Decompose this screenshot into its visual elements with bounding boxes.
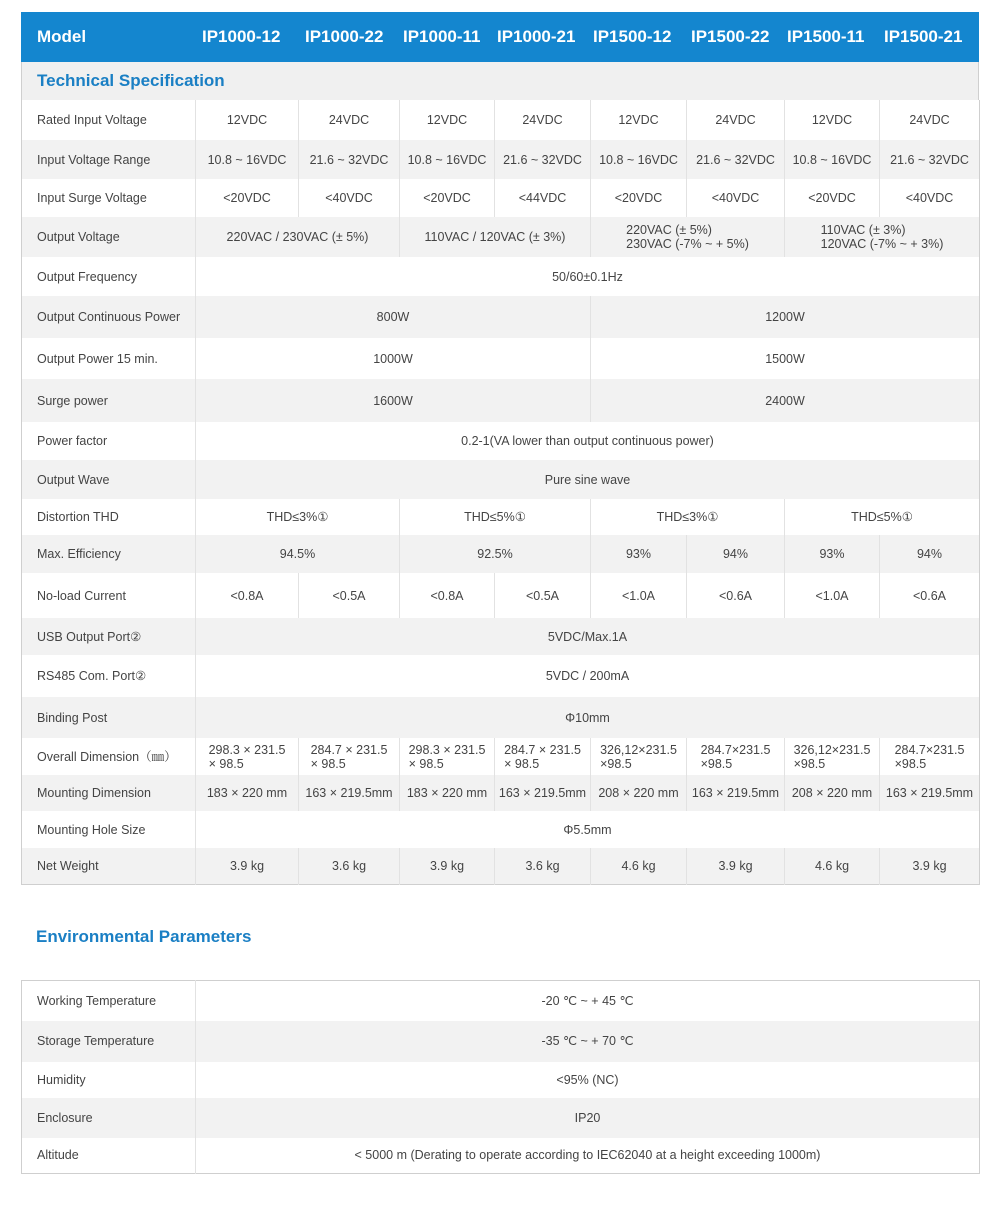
spec-value: 21.6 ~ 32VDC — [503, 152, 582, 167]
spec-value: 50/60±0.1Hz — [552, 269, 623, 284]
spec-label: Output Frequency — [22, 257, 196, 296]
spec-value: <20VDC — [614, 191, 663, 205]
spec-value: 24VDC — [909, 113, 950, 127]
spec-value-cell — [495, 100, 591, 140]
spec-value-cell — [591, 100, 687, 140]
table-row — [22, 460, 980, 499]
spec-value: <44VDC — [518, 191, 567, 205]
spec-value: 3.9 kg — [912, 858, 947, 873]
spec-value-cell — [785, 100, 880, 140]
spec-value: 93% — [819, 547, 845, 561]
spec-value: 4.6 kg — [621, 858, 656, 873]
spec-value: 94.5% — [279, 547, 316, 561]
spec-label: Binding Post — [22, 697, 196, 738]
spec-value: 220VAC (± 5%) — [626, 223, 712, 237]
env-label: Storage Temperature — [22, 1021, 196, 1062]
spec-value: 284.7×231.5 — [894, 742, 965, 757]
spec-value-line2: × 98.5 — [504, 756, 540, 771]
spec-value-cell — [591, 296, 980, 338]
spec-value: 298.3 × 231.5 — [408, 742, 486, 757]
spec-value: 2400W — [765, 393, 805, 408]
spec-value: 220VAC / 230VAC (± 5%) — [226, 230, 369, 244]
spec-value-cell — [591, 775, 687, 811]
spec-label: Mounting Dimension — [22, 775, 196, 811]
spec-value: Φ10mm — [565, 710, 610, 725]
model-name: IP1500-11 — [787, 27, 865, 46]
spec-value: <0.5A — [332, 588, 366, 603]
spec-value: <0.6A — [718, 588, 752, 603]
table-row — [22, 811, 980, 848]
spec-value: 5VDC / 200mA — [545, 669, 630, 683]
spec-value: THD≤3%① — [656, 510, 719, 524]
spec-value-lines — [600, 743, 677, 771]
spec-value: 3.9 kg — [429, 858, 465, 873]
spec-value-cell — [495, 738, 591, 775]
table-row — [22, 499, 980, 535]
table-row — [22, 573, 980, 618]
spec-value: 4.6 kg — [814, 858, 850, 873]
spec-value-cell — [299, 848, 400, 884]
spec-value: 3.6 kg — [525, 858, 560, 873]
spec-label: Output Power 15 min. — [22, 338, 196, 379]
table-row — [22, 848, 980, 884]
spec-value-cell — [400, 738, 495, 775]
spec-value-cell — [687, 775, 785, 811]
spec-value-cell — [196, 422, 980, 460]
spec-value-line2: 120VAC (-7% ~ + 3%) — [820, 237, 944, 251]
spec-value-cell — [687, 179, 785, 217]
spec-value-cell — [196, 655, 980, 697]
env-label: Humidity — [22, 1062, 196, 1098]
spec-value-cell — [687, 535, 785, 573]
spec-value: THD≤3%① — [266, 510, 329, 524]
spec-value-cell — [687, 573, 785, 618]
spec-value-cell — [687, 738, 785, 775]
table-row — [22, 738, 980, 775]
env-value: <95% (NC) — [196, 1062, 980, 1098]
table-row — [22, 422, 980, 460]
spec-label: RS485 Com. Port② — [22, 655, 196, 697]
spec-value: 1500W — [765, 351, 805, 366]
spec-value-cell — [880, 848, 980, 884]
table-row — [22, 379, 980, 422]
spec-value: 0.2-1(VA lower than output continuous power) — [461, 434, 714, 448]
spec-value-cell — [495, 848, 591, 884]
spec-value-cell — [299, 179, 400, 217]
spec-value-cell — [196, 296, 591, 338]
model-name: IP1000-21 — [497, 27, 576, 46]
table-row — [22, 1098, 980, 1138]
spec-value: 10.8 ~ 16VDC — [407, 152, 487, 167]
spec-label: No-load Current — [22, 573, 196, 618]
table-row — [22, 981, 980, 1021]
spec-value-cell — [495, 140, 591, 179]
spec-label: Distortion THD — [22, 499, 196, 535]
spec-value-line2: 230VAC (-7% ~ + 5%) — [626, 237, 749, 251]
spec-value-lines — [794, 743, 871, 771]
spec-label: Surge power — [22, 379, 196, 422]
spec-value: 3.6 kg — [331, 858, 367, 873]
model-name: IP1500-22 — [691, 27, 770, 46]
spec-value-cell — [495, 775, 591, 811]
spec-value-cell — [785, 499, 980, 535]
spec-value-cell — [591, 140, 687, 179]
spec-value-cell — [400, 848, 495, 884]
spec-value-cell — [785, 848, 880, 884]
spec-value: <20VDC — [808, 191, 856, 205]
table-row — [22, 338, 980, 379]
spec-label: USB Output Port② — [22, 618, 196, 655]
spec-value-cell — [196, 618, 980, 655]
spec-value-cell — [299, 100, 400, 140]
spec-value-cell — [880, 179, 980, 217]
spec-value: 208 × 220 mm — [598, 786, 679, 800]
spec-value-cell — [785, 738, 880, 775]
table-header — [21, 12, 979, 62]
spec-value: 24VDC — [328, 113, 370, 127]
spec-value: <1.0A — [621, 588, 655, 603]
spec-value-cell — [196, 697, 980, 738]
spec-value-cell — [687, 848, 785, 884]
model-name: IP1500-21 — [884, 27, 963, 46]
spec-value: 284.7 × 231.5 — [310, 742, 388, 757]
spec-label: Overall Dimension（㎜） — [22, 738, 196, 775]
spec-value: 94% — [916, 547, 943, 561]
spec-value-cell — [880, 140, 980, 179]
spec-value-line2: ×98.5 — [894, 756, 927, 771]
spec-value-cell — [591, 738, 687, 775]
model-name: IP1500-12 — [593, 27, 672, 46]
spec-value-cell — [591, 535, 687, 573]
spec-value: 326,12×231.5 — [600, 742, 677, 757]
table-row — [22, 100, 980, 140]
spec-label: Rated Input Voltage — [22, 100, 196, 140]
spec-value: 284.7 × 231.5 — [504, 742, 581, 757]
table-row — [22, 296, 980, 338]
technical-specification-title: Technical Specification — [21, 62, 979, 100]
spec-label: Power factor — [22, 422, 196, 460]
environmental-parameters-table — [21, 980, 980, 1174]
spec-value-cell — [785, 535, 880, 573]
spec-value-cell — [495, 179, 591, 217]
spec-value-line2: × 98.5 — [408, 756, 444, 771]
spec-value-cell — [591, 217, 785, 257]
spec-value-cell — [196, 811, 980, 848]
spec-value: 93% — [625, 547, 652, 561]
table-row — [22, 140, 980, 179]
spec-value: <0.6A — [912, 588, 946, 603]
spec-value: 10.8 ~ 16VDC — [792, 152, 872, 167]
spec-value-cell — [196, 535, 400, 573]
spec-value: 10.8 ~ 16VDC — [599, 152, 678, 167]
spec-value-cell — [591, 338, 980, 379]
spec-value-cell — [196, 738, 299, 775]
spec-value-cell — [591, 499, 785, 535]
spec-value-cell — [299, 140, 400, 179]
spec-value-cell — [196, 140, 299, 179]
spec-value: 183 × 220 mm — [206, 786, 288, 800]
spec-value-line2: ×98.5 — [793, 756, 826, 771]
table-row — [22, 1138, 980, 1174]
spec-value-cell — [196, 573, 299, 618]
spec-value-cell — [196, 179, 299, 217]
spec-value: 298.3 × 231.5 — [208, 742, 286, 757]
spec-value-cell — [591, 573, 687, 618]
spec-label: Net Weight — [22, 848, 196, 884]
spec-value: <40VDC — [325, 191, 373, 205]
spec-value: 1600W — [373, 393, 413, 408]
spec-value-cell — [591, 848, 687, 884]
spec-value: 5VDC/Max.1A — [547, 629, 628, 644]
spec-value-cell — [785, 217, 980, 257]
spec-value-cell — [196, 460, 980, 499]
spec-value: 10.8 ~ 16VDC — [207, 152, 287, 167]
spec-value-cell — [400, 775, 495, 811]
spec-value-cell — [400, 140, 495, 179]
spec-value-cell — [196, 379, 591, 422]
spec-value: 208 × 220 mm — [791, 786, 873, 800]
spec-value: <40VDC — [711, 191, 760, 205]
spec-label: Output Voltage — [22, 217, 196, 257]
spec-value-lines — [409, 743, 486, 771]
spec-value-lines — [626, 223, 749, 251]
spec-value: THD≤5%① — [851, 510, 913, 524]
spec-label: Mounting Hole Size — [22, 811, 196, 848]
spec-value: Φ5.5mm — [563, 822, 612, 837]
spec-value: 1200W — [765, 310, 805, 324]
spec-value: 163 × 219.5mm — [885, 786, 974, 800]
environmental-parameters-title: Environmental Parameters — [36, 927, 252, 946]
model-name: IP1000-22 — [305, 27, 384, 46]
spec-label: Max. Efficiency — [22, 535, 196, 573]
spec-value-cell — [196, 217, 400, 257]
spec-value: 183 × 220 mm — [406, 786, 488, 800]
spec-value-line2: ×98.5 — [700, 756, 733, 771]
spec-value-cell — [400, 217, 591, 257]
spec-value: 3.9 kg — [229, 858, 265, 873]
env-label: Working Temperature — [22, 981, 196, 1021]
table-row — [22, 1062, 980, 1098]
table-row — [22, 217, 980, 257]
spec-value: 24VDC — [715, 113, 756, 127]
spec-value: 163 × 219.5mm — [691, 786, 780, 800]
spec-value: 12VDC — [811, 113, 853, 127]
spec-value-cell — [880, 535, 980, 573]
spec-value: <20VDC — [223, 191, 271, 205]
spec-value-cell — [785, 140, 880, 179]
spec-value-cell — [880, 100, 980, 140]
spec-value-cell — [785, 179, 880, 217]
spec-value-cell — [196, 499, 400, 535]
spec-value: 24VDC — [522, 113, 563, 127]
spec-value: 110VAC / 120VAC (± 3%) — [424, 230, 566, 244]
spec-value-cell — [400, 535, 591, 573]
spec-value-cell — [299, 775, 400, 811]
spec-value: 163 × 219.5mm — [498, 786, 587, 800]
env-value: IP20 — [196, 1098, 980, 1138]
spec-value-cell — [880, 775, 980, 811]
spec-value: 110VAC (± 3%) — [820, 223, 906, 237]
spec-value-cell — [196, 257, 980, 296]
spec-value: <0.8A — [230, 588, 264, 603]
table-row — [22, 179, 980, 217]
spec-value: 3.9 kg — [718, 858, 753, 873]
table-row — [22, 697, 980, 738]
spec-value-cell — [785, 573, 880, 618]
env-value: < 5000 m (Derating to operate according to IEC62040 at a height exceeding 1000m) — [196, 1138, 980, 1174]
spec-value: <20VDC — [423, 191, 471, 205]
env-label: Enclosure — [22, 1098, 196, 1138]
spec-value: <40VDC — [905, 191, 954, 205]
spec-value-cell — [687, 140, 785, 179]
table-row — [22, 775, 980, 811]
env-value: -35 ℃ ~ + 70 ℃ — [196, 1021, 980, 1062]
spec-value: 21.6 ~ 32VDC — [696, 152, 775, 167]
table-row — [22, 618, 980, 655]
spec-value: 94% — [722, 547, 749, 561]
spec-value-line2: × 98.5 — [208, 756, 244, 771]
spec-value: 12VDC — [226, 113, 268, 127]
spec-value-lines — [311, 743, 388, 771]
spec-value: 284.7×231.5 — [700, 742, 771, 757]
spec-value: Pure sine wave — [544, 472, 631, 487]
spec-value-cell — [785, 775, 880, 811]
spec-value: <0.8A — [430, 588, 464, 603]
spec-value-cell — [400, 179, 495, 217]
spec-value-cell — [196, 848, 299, 884]
table-row — [22, 1021, 980, 1062]
spec-value-cell — [196, 338, 591, 379]
env-value: -20 ℃ ~ + 45 ℃ — [196, 981, 980, 1021]
spec-value-lines — [821, 223, 944, 251]
spec-value: 12VDC — [426, 113, 468, 127]
spec-value: <1.0A — [815, 588, 849, 603]
spec-value-cell — [495, 573, 591, 618]
spec-value: 1000W — [373, 351, 413, 366]
spec-value: 92.5% — [477, 547, 513, 561]
spec-value: THD≤5%① — [464, 510, 526, 524]
spec-value-lines — [209, 743, 286, 771]
spec-value-cell — [299, 573, 400, 618]
spec-value: <0.5A — [525, 588, 559, 603]
spec-value: 326,12×231.5 — [793, 742, 871, 757]
spec-value-lines — [895, 743, 965, 771]
spec-value-cell — [400, 573, 495, 618]
spec-value-cell — [400, 499, 591, 535]
spec-label: Output Wave — [22, 460, 196, 499]
env-label: Altitude — [22, 1138, 196, 1174]
spec-value: 12VDC — [618, 113, 659, 127]
spec-value-cell — [880, 738, 980, 775]
table-row — [22, 535, 980, 573]
spec-value: 21.6 ~ 32VDC — [890, 152, 969, 167]
model-name: IP1000-11 — [403, 27, 481, 46]
spec-value-cell — [687, 100, 785, 140]
spec-label: Input Surge Voltage — [22, 179, 196, 217]
spec-value-cell — [400, 100, 495, 140]
spec-value-line2: × 98.5 — [310, 756, 346, 771]
spec-value-cell — [299, 738, 400, 775]
spec-value: 800W — [376, 310, 410, 324]
table-row — [22, 257, 980, 296]
spec-value-line2: ×98.5 — [600, 756, 632, 771]
spec-value-cell — [880, 573, 980, 618]
spec-value-lines — [701, 743, 771, 771]
spec-value-lines — [504, 743, 581, 771]
spec-label: Output Continuous Power — [22, 296, 196, 338]
spec-value-cell — [591, 179, 687, 217]
spec-value: 163 × 219.5mm — [305, 786, 393, 800]
model-name: IP1000-12 — [202, 27, 281, 46]
spec-value-cell — [591, 379, 980, 422]
spec-label: Input Voltage Range — [22, 140, 196, 179]
model-header-label: Model — [37, 27, 87, 46]
spec-value: 21.6 ~ 32VDC — [309, 152, 389, 167]
spec-value-cell — [196, 100, 299, 140]
table-row — [22, 655, 980, 697]
technical-specification-table — [21, 100, 980, 885]
spec-value-cell — [196, 775, 299, 811]
